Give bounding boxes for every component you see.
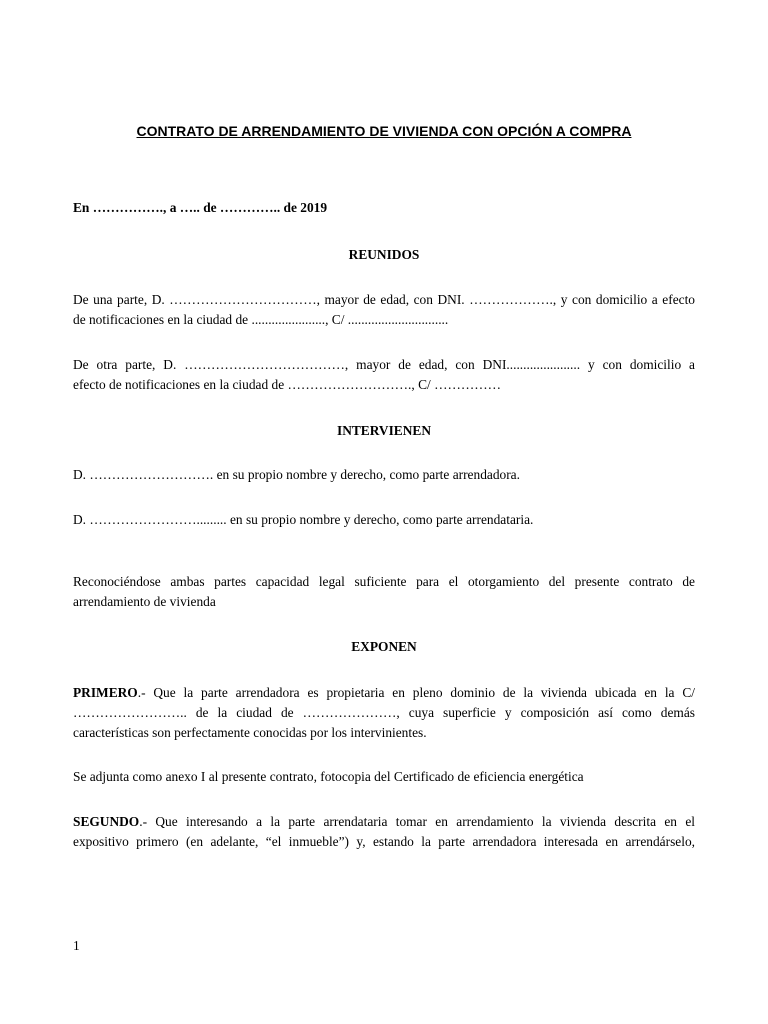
clause-text: .- Que interesando a la parte arrendataria tomar en arrendamiento la vivienda descrita en el: [139, 814, 695, 829]
text-line: arrendamiento de vivienda: [73, 594, 216, 609]
place-date-line: En ……………., a ….. de ………….. de 2019: [73, 200, 328, 215]
heading-intervienen: INTERVIENEN: [336, 423, 432, 438]
heading-exponen: EXPONEN: [351, 639, 417, 654]
text-line: Reconociéndose ambas partes capacidad legal suficiente para el otorgamiento del presente contrato de: [73, 574, 695, 589]
clause-text: .- Que la parte arrendadora es propietaria en pleno dominio de la vivienda ubicada en la C/: [137, 685, 695, 700]
paragraph-arrendadora: [73, 465, 695, 485]
paragraph-anexo: [73, 767, 695, 787]
text-line: efecto de notificaciones en la ciudad de ………………………., C/ ……………: [73, 377, 502, 392]
page-number: 1: [73, 938, 80, 953]
text-line: D. ……………………......... en su propio nombre y derecho, como parte arrendataria.: [73, 512, 534, 527]
text-line: De una parte, D. ……………………………, mayor de edad, con DNI. ………………., y con domicilio a efecto: [73, 292, 695, 307]
text-line: de notificaciones en la ciudad de ......................, C/ ..............................: [73, 312, 449, 327]
text-line: [73, 683, 695, 703]
text-line: …………………….. de la ciudad de …………………, cuya superficie y composición así como demás: [73, 705, 695, 720]
paragraph-parte-otra: [73, 355, 695, 395]
paragraph-parte-una: [73, 290, 695, 330]
text-line: [73, 812, 695, 832]
paragraph-primero: [73, 683, 695, 743]
text-line: De otra parte, D. ………………………………, mayor de edad, con DNI...................... y con domicilio a: [73, 357, 695, 372]
paragraph-arrendataria: [73, 510, 695, 530]
paragraph-segundo: [73, 812, 695, 852]
clause-lead-segundo: SEGUNDO: [73, 814, 140, 829]
document-title: CONTRATO DE ARRENDAMIENTO DE VIVIENDA CON OPCIÓN A COMPRA: [136, 123, 632, 139]
text-line: características son perfectamente conocidas por los intervinientes.: [73, 725, 427, 740]
heading-reunidos: REUNIDOS: [348, 247, 420, 262]
text-line: D. ………………………. en su propio nombre y derecho, como parte arrendadora.: [73, 467, 520, 482]
clause-lead-primero: PRIMERO: [73, 685, 138, 700]
text-line: Se adjunta como anexo I al presente contrato, fotocopia del Certificado de eficiencia energética: [73, 769, 584, 784]
text-line: expositivo primero (en adelante, “el inmueble”) y, estando la parte arrendadora interesada en arrendárselo,: [73, 834, 695, 849]
paragraph-reconociendose: [73, 572, 695, 612]
